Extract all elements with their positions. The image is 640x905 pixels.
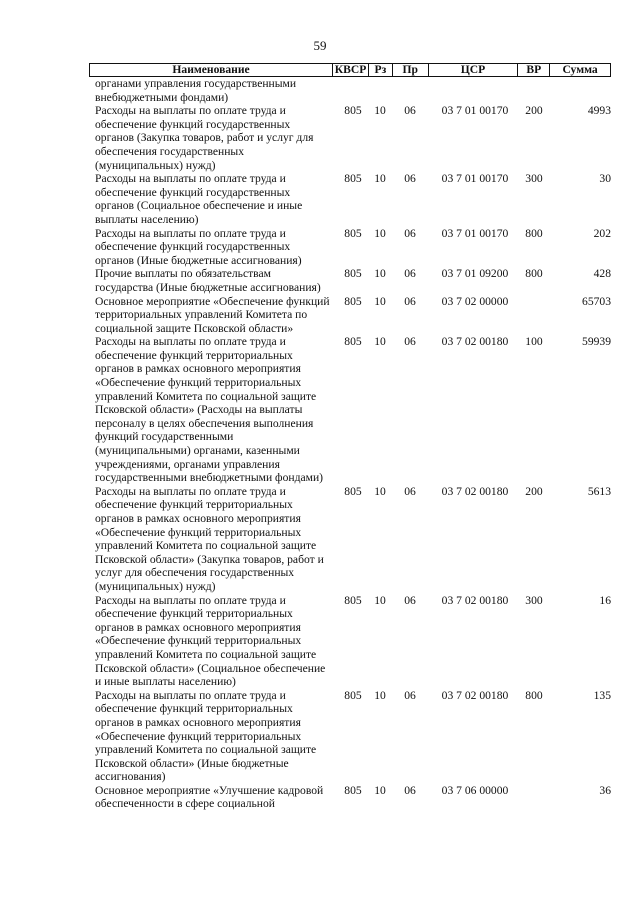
cell-sum: 59939 — [582, 335, 611, 349]
cell-kvsr: 805 — [344, 104, 362, 118]
cell-name: Расходы на выплаты по оплате труда и обеспечение функций территориальных органов в рамках основного мероприятия «Обеспечение функций территориальных управлений Комитета по социальной защите Псковской области» (Иные бюджетные ассигнования) — [95, 688, 317, 784]
cell-kvsr: 805 — [344, 172, 362, 186]
cell-vr: 800 — [525, 267, 543, 281]
table-header — [89, 63, 611, 77]
cell-rz: 10 — [374, 267, 386, 281]
cell-vr: 100 — [525, 335, 543, 349]
cell-csr: 03 7 02 00180 — [441, 335, 509, 349]
cell-sum: 4993 — [587, 104, 611, 118]
cell-name: Расходы на выплаты по оплате труда и обеспечение функций территориальных органов в рамках основного мероприятия «Обеспечение функций территориальных управлений Комитета по социальной защите Псковской области» (Социальное обеспечение и иные выплаты населению) — [95, 593, 326, 689]
cell-csr: 03 7 06 00000 — [441, 783, 509, 797]
cell-csr: 03 7 01 00170 — [441, 172, 509, 186]
table-row — [89, 267, 611, 294]
cell-sum: 428 — [593, 267, 611, 281]
cell-sum: 65703 — [582, 294, 611, 308]
cell-kvsr: 805 — [344, 688, 362, 702]
cell-sum: 135 — [593, 688, 611, 702]
cell-csr — [428, 77, 518, 104]
table-row — [89, 104, 611, 172]
table-row — [89, 784, 611, 811]
header-kvsr: КВСР — [332, 64, 368, 76]
header-sum: Сумма — [549, 64, 610, 76]
cell-rz: 10 — [374, 226, 386, 240]
cell-name: Расходы на выплаты по оплате труда и обеспечение функций территориальных органов в рамках основного мероприятия «Обеспечение функций территориальных управлений Комитета по социальной защите Псковской области» (Закупка товаров, работ и услуг для обеспечения государственных (муниципальных) нужд) — [95, 484, 324, 593]
cell-kvsr: 805 — [344, 294, 362, 308]
cell-pr: 06 — [404, 226, 416, 240]
cell-pr: 06 — [404, 294, 416, 308]
cell-vr — [518, 295, 550, 336]
header-pr: Пр — [392, 64, 428, 76]
cell-pr: 06 — [404, 593, 416, 607]
cell-name: органами управления государственными внебюджетными фондами) — [95, 77, 297, 104]
cell-name: Основное мероприятие «Обеспечение функций территориальных управлений Комитета по социальной защите Псковской области» — [95, 294, 330, 335]
cell-vr — [518, 784, 550, 811]
table-row — [89, 295, 611, 336]
table-row — [89, 227, 611, 268]
cell-name: Расходы на выплаты по оплате труда и обеспечение функций государственных органов (Социальное обеспечение и иные выплаты населению) — [95, 172, 303, 226]
cell-vr: 200 — [525, 484, 543, 498]
cell-rz: 10 — [374, 688, 386, 702]
cell-pr: 06 — [404, 104, 416, 118]
table-row — [89, 689, 611, 784]
cell-pr: 06 — [404, 688, 416, 702]
cell-vr: 200 — [525, 104, 543, 118]
cell-pr: 06 — [404, 484, 416, 498]
cell-name: Основное мероприятие «Улучшение кадровой обеспеченности в сфере социальной — [95, 783, 324, 811]
cell-rz: 10 — [374, 593, 386, 607]
cell-kvsr — [332, 77, 368, 104]
header-name: Наименование — [172, 63, 250, 76]
cell-kvsr: 805 — [344, 267, 362, 281]
cell-csr: 03 7 01 00170 — [441, 104, 509, 118]
cell-kvsr: 805 — [344, 783, 362, 797]
cell-rz: 10 — [374, 294, 386, 308]
table-body — [89, 77, 611, 811]
cell-pr: 06 — [404, 267, 416, 281]
cell-pr — [392, 77, 428, 104]
page-number: 59 — [313, 38, 327, 53]
cell-csr: 03 7 02 00180 — [441, 484, 509, 498]
cell-sum: 5613 — [587, 484, 611, 498]
header-rz: Рз — [368, 64, 392, 76]
cell-sum: 30 — [599, 172, 611, 186]
cell-rz: 10 — [374, 104, 386, 118]
cell-name: Расходы на выплаты по оплате труда и обеспечение функций государственных органов (Закупка товаров, работ и услуг для обеспечения государственных (муниципальных) нужд) — [95, 104, 314, 172]
cell-rz: 10 — [374, 484, 386, 498]
cell-kvsr: 805 — [344, 593, 362, 607]
cell-vr — [518, 77, 550, 104]
cell-pr: 06 — [404, 172, 416, 186]
header-vr: ВР — [517, 64, 549, 76]
cell-sum — [550, 77, 611, 104]
cell-rz — [368, 77, 392, 104]
cell-sum: 16 — [599, 593, 611, 607]
table-row — [89, 485, 611, 594]
cell-csr: 03 7 01 00170 — [441, 226, 509, 240]
cell-vr: 800 — [525, 226, 543, 240]
cell-name: Расходы на выплаты по оплате труда и обеспечение функций территориальных органов в рамках основного мероприятия «Обеспечение функций территориальных управлений Комитета по социальной защите Псковской области» (Расходы на выплаты персоналу в целях обеспечения выполнения функций государственными (муниципальными) органами, казенными учреждениями, органами управления государственными внебюджетными фондами) — [95, 335, 324, 485]
cell-kvsr: 805 — [344, 335, 362, 349]
cell-csr: 03 7 02 00000 — [441, 294, 509, 308]
cell-vr: 800 — [525, 688, 543, 702]
cell-vr: 300 — [525, 593, 543, 607]
cell-sum: 202 — [593, 226, 611, 240]
header-csr: ЦСР — [428, 64, 518, 76]
cell-rz: 10 — [374, 783, 386, 797]
cell-name: Прочие выплаты по обязательствам государства (Иные бюджетные ассигнования) — [95, 267, 321, 294]
cell-name: Расходы на выплаты по оплате труда и обеспечение функций государственных органов (Иные бюджетные ассигнования) — [95, 226, 302, 267]
cell-kvsr: 805 — [344, 226, 362, 240]
cell-vr: 300 — [525, 172, 543, 186]
table-row — [89, 594, 611, 689]
budget-table — [89, 63, 611, 811]
cell-sum: 36 — [599, 783, 611, 797]
cell-csr: 03 7 02 00180 — [441, 688, 509, 702]
cell-pr: 06 — [404, 783, 416, 797]
cell-csr: 03 7 01 09200 — [441, 267, 509, 281]
table-row — [89, 77, 611, 104]
table-row — [89, 335, 611, 485]
cell-rz: 10 — [374, 172, 386, 186]
cell-rz: 10 — [374, 335, 386, 349]
cell-csr: 03 7 02 00180 — [441, 593, 509, 607]
cell-pr: 06 — [404, 335, 416, 349]
cell-kvsr: 805 — [344, 484, 362, 498]
table-row — [89, 172, 611, 226]
